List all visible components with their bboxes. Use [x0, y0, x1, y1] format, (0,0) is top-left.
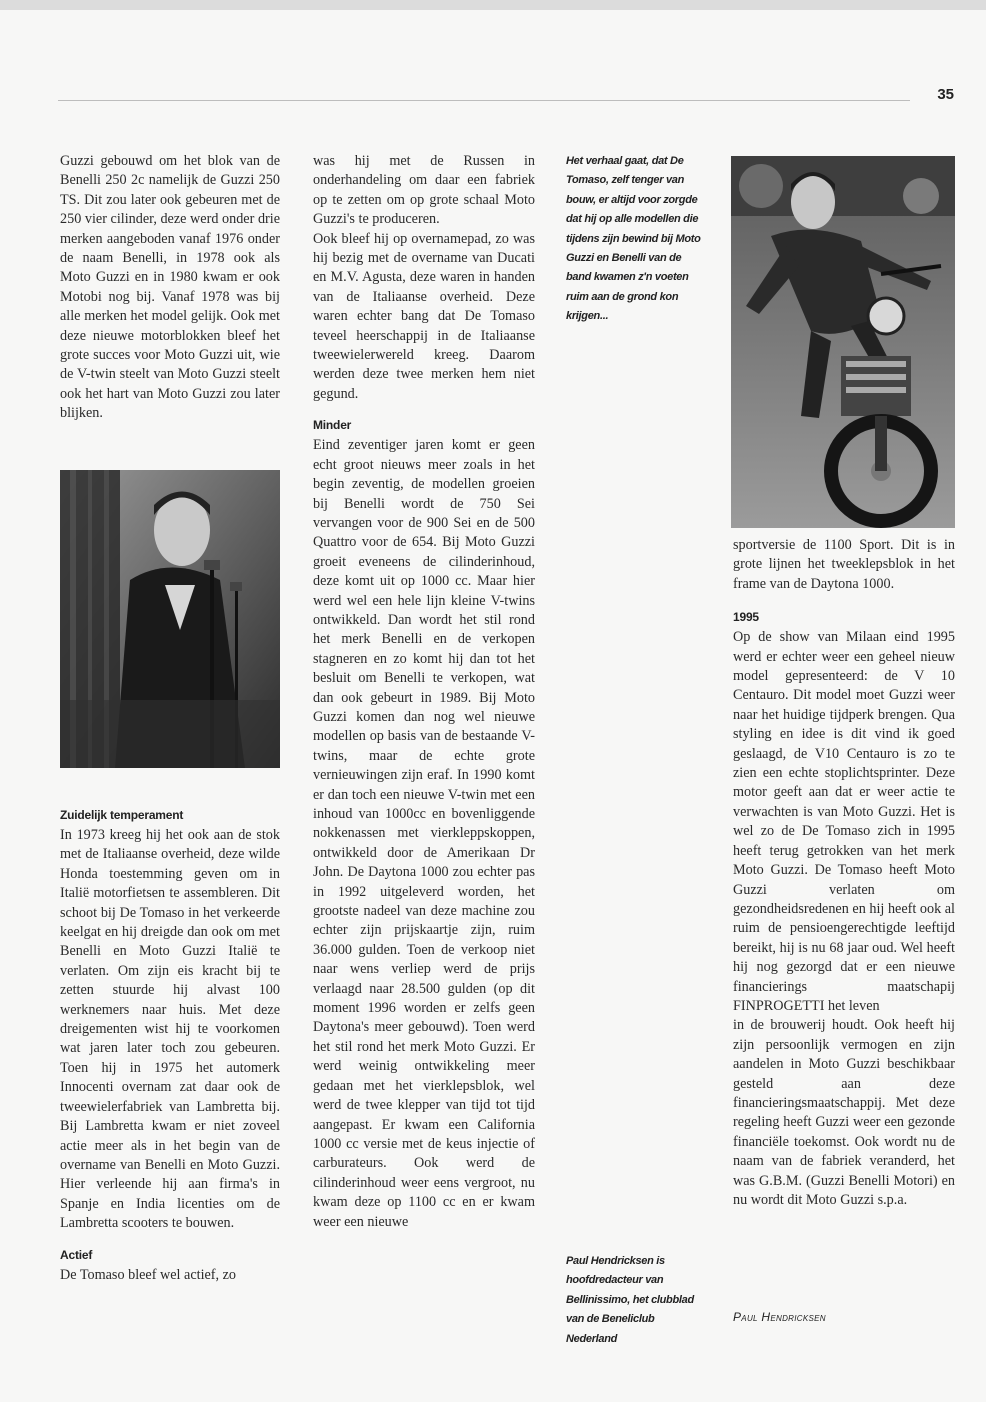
caption-author-bio: Paul Hendricksen is hoofdredacteur van Bellinissimo, het clubblad van de Beneliclub Nederland	[566, 1255, 694, 1345]
heading-zuidelijk-temperament: Zuidelijk temperament	[60, 808, 184, 822]
col1-paragraph-2: In 1973 kreeg hij het ook aan de stok met de Italiaanse overheid, deze wilde Honda toestemming geven om in Italië motorfietsen te assembleren. Dit schoot bij De Tomaso in het verkeerde keelgat en hij dreigde dan ook om met Benelli en Moto Guzzi Italië te verlaten. Om zijn eis kracht bij te zetten stuurde hij alvast 100 werknemers naar huis. Met deze dreigementen wist hij te voorkomen wat jaren later toch zou gebeuren. Toen hij in 1975 het automerk Innocenti overnam zat daar ook de tweewielerfabriek van Lambretta bij. Bij Lambretta kwam er niet zoveel actie meer als in het begin van de overname van Benelli en Moto Guzzi. Hier verleende hij aan firma's in Spanje en India licenties om de Lambretta scooters te bouwen.	[60, 827, 280, 1232]
photo-motorcycle-graphic	[731, 156, 955, 528]
heading-actief: Actief	[60, 1247, 93, 1262]
column-1	[60, 152, 280, 424]
photo-speaker-graphic	[60, 470, 280, 768]
heading-minder: Minder	[313, 418, 352, 433]
col2-paragraph-3: Eind zeventiger jaren komt er geen echt groot nieuws meer zoals in het begin zeventig, de modellen groeien bij Benelli wordt de 750 Sei vervangen voor de 900 Sei en de 500 Quattro voor de 654. Bij Moto Guzzi groeit eveneens de cilinderinhoud, deze komt uit op 1000 cc. Maar hier werd wel een hele lijn kleine V-twins ontwikkeld. Dan wordt het stil rond het merk Benelli en de verkopen stagneren en zo komt hij dan tot het besluit om Benelli te verkopen, wat dan ook gebeurt in 1989. Bij Moto Guzzi komen dan nog wel nieuwe modellen op basis van de bestaande V-twins, maar de echte grote vernieuwingen zijn eraf. In 1990 komt er dan toch een nieuwe V-twin met een inhoud van 1000cc en bovenliggende nokkenassen met vierkleppskoppen, ontwikkeld door de Amerikaan Dr John. De Daytona 1000 zou echter pas in 1992 uitgeleverd worden, het grootste nadeel van deze machine zou echter zijn prijskaartje zijn, ruim 36.000 gulden. Toen de verkoop niet naar wens verliep werd de prijs verlaagd naar 28.500 gulden (op dit moment 1996 worden er zelfs geen Daytona's meer gebouwd). Toen werd het stil rond het merk Moto Guzzi. Er werd weinig ontwikkeling meer gedaan met het vierklepsblok, wel werd de twee klepper van tijd tot tijd aangepast. Er kwam een California 1000 cc versie met de keus injectie of carburateurs. Ook werd de cilinderinhoud weer eens vergroot, nu kwam deze op 1100 cc en er kwam weer een nieuwe	[313, 437, 535, 1230]
col1-paragraph-1: Guzzi gebouwd om het blok van de Benelli 250 2c namelijk de Guzzi 250 TS. Dit zou later ook gebeuren met de 250 vier cilinder, deze werd onder drie merken aangeboden vanaf 1976 onder de naam Benelli, in 1978 ook als Moto Guzzi en in 1980 kwam er ook Motobi nog bij. Vanaf 1978 was bij alle merken het model gelijk. Ook met deze nieuwe motorblokken bleef het grote succes voor Moto Guzzi uit, wie de V-twin steelt van Moto Guzzi steelt ook het hart van Moto Guzzi zou later blijken.	[60, 153, 280, 422]
page-top-strip	[0, 0, 986, 10]
col4-paragraph-3: in de brouwerij houdt. Ook heeft hij zijn persoonlijk vermogen en zijn aandelen in Moto Guzzi beschikbaar gesteld aan deze financieringsmaatschappij. Met deze regeling heeft Guzzi weer een gezonde financiële toekomst. Ook wordt nu de naam van de fabriek veranderd, het was G.B.M. (Guzzi Benelli Motori) en nu wordt dit Moto Guzzi s.p.a.	[733, 1017, 955, 1208]
header-rule	[58, 100, 910, 101]
photo-man-on-motorcycle	[731, 156, 955, 528]
author-signature: Paul Hendricksen	[733, 1310, 826, 1324]
col4-paragraph-1: sportversie de 1100 Sport. Dit is in grote lijnen het tweeklepsblok in het frame van de Daytona 1000.	[733, 537, 955, 592]
caption-photo-motorcycle: Het verhaal gaat, dat De Tomaso, zelf tenger van bouw, er altijd voor zorgde dat hij op alle modellen die tijdens zijn bewind bij Moto Guzzi en Benelli van de band kwamen z'n voeten ruim aan de grond kon krijgen...	[566, 155, 701, 323]
col2-paragraph-2: Ook bleef hij op overnamepad, zo was hij bezig met de overname van Ducati en M.V. Agusta, deze waren in handen van de Italiaanse overheid. Deze waren echter bang dat De Tomaso teveel heerschappij in de Italiaanse tweewielerwereld kreeg. Daarom werden deze twee merken hem niet gegund.	[313, 230, 535, 402]
column-4	[733, 536, 955, 1210]
photo-speaker-at-microphone	[60, 470, 280, 768]
column-1-lower	[60, 796, 280, 1285]
col1-paragraph-3: De Tomaso bleef wel actief, zo	[60, 1266, 237, 1283]
page-number: 35	[937, 86, 954, 103]
col4-paragraph-2: Op de show van Milaan eind 1995 werd er echter weer een geheel nieuw model gepresenteerd: de V 10 Centauro. Dit model moet Guzzi weer naar het huidige tijdperk brengen. Qua styling en idee is dit vind ik goed geslaagd, de V10 Centauro is zo te zien een echte stoplichtsprinter. Deze motor geeft aan dat er weer actie te verwachten is van Moto Guzzi. Het is wel zo de De Tomaso zich in 1995 heeft terug getrokken van het merk Moto Guzzi. De Tomaso heeft Moto Guzzi verlaten om gezondheidsredenen en hij heeft ook al ruim de pensioengerechtigde leeftijd bereikt, hij is nu 68 jaar oud. Wel heeft hij nog gezorgd dat er een nieuwe financierings maatschapij FINPROGETTI het leven	[733, 629, 955, 1014]
heading-1995: 1995	[733, 610, 759, 625]
column-2	[313, 152, 535, 1232]
col2-paragraph-1: was hij met de Russen in onderhandeling om daar een fabriek op te zetten om op grote schaal Moto Guzzi's te produceren.	[313, 153, 535, 228]
